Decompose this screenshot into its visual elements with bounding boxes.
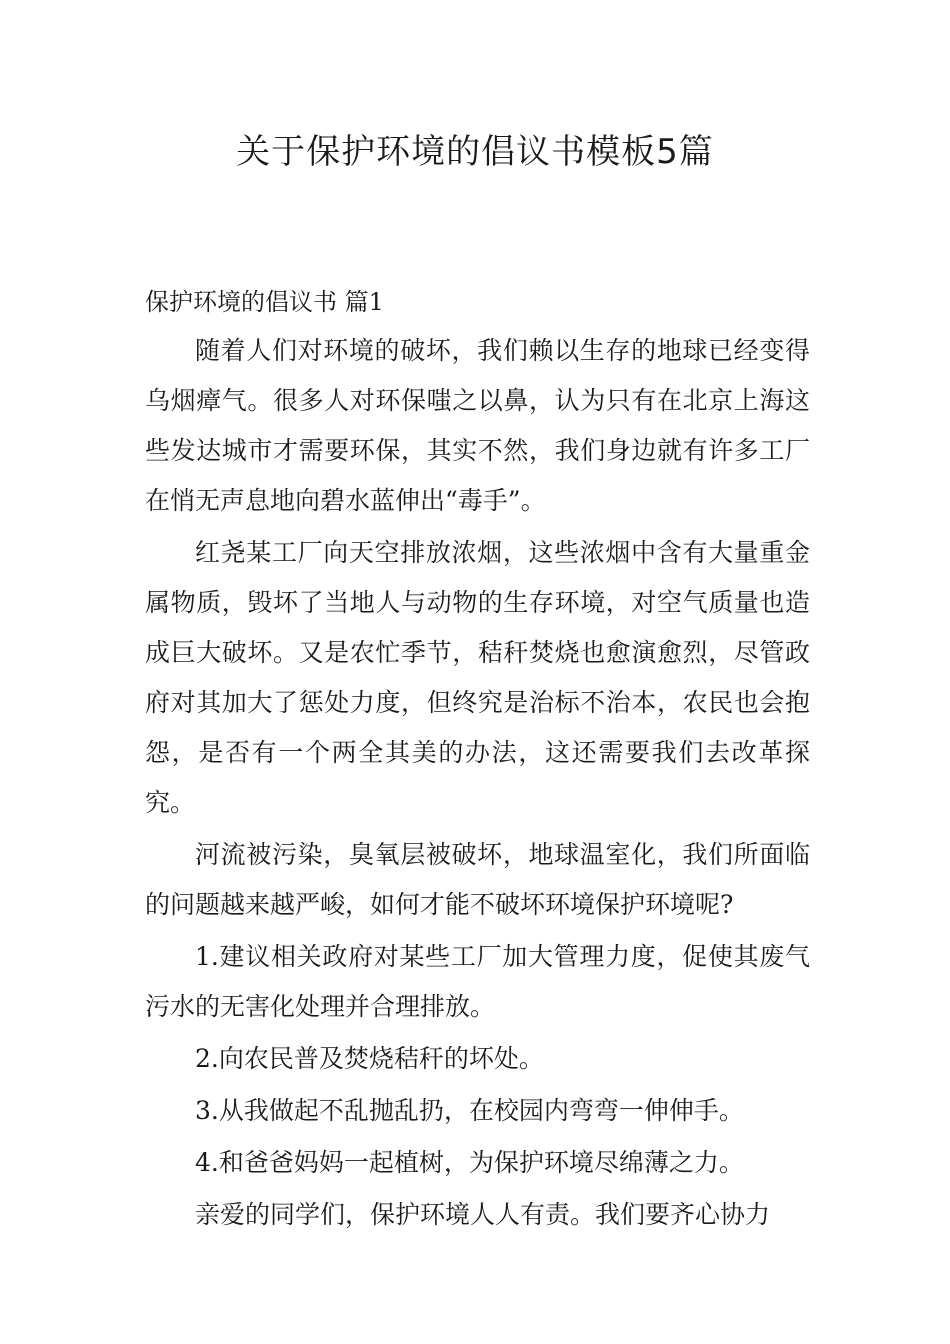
list-item: 3.从我做起不乱抛乱扔，在校园内弯弯一伸伸手。: [195, 1096, 744, 1125]
section-heading: 保护环境的倡议书 篇1: [145, 288, 384, 316]
paragraph: 红尧某工厂向天空排放浓烟，这些浓烟中含有大量重金属物质，毁坏了当地人与动物的生存环境，对空气质量也造成巨大破坏。又是农忙季节，秸秆焚烧也愈演愈烈，尽管政府对其加大了惩处力度，但终究是治标不治本，农民也会抱怨，是否有一个两全其美的办法，这还需要我们去改革探究。: [145, 538, 810, 817]
list-item: 2.向农民普及焚烧秸秆的坏处。: [195, 1044, 544, 1073]
list-item: 4.和爸爸妈妈一起植树，为保护环境尽绵薄之力。: [195, 1148, 744, 1177]
document-title: 关于保护环境的倡议书模板5篇: [236, 132, 714, 172]
list-item: 1.建议相关政府对某些工厂加大管理力度，促使其废气污水的无害化处理并合理排放。: [145, 942, 810, 1021]
paragraph: 随着人们对环境的破坏，我们赖以生存的地球已经变得乌烟瘴气。很多人对环保嗤之以鼻，认为只有在北京上海这些发达城市才需要环保，其实不然，我们身边就有许多工厂在悄无声息地向碧水蓝伸出“毒手”。: [145, 336, 810, 515]
paragraph: 亲爱的同学们，保护环境人人有责。我们要齐心协力: [195, 1200, 771, 1229]
document-body: [145, 326, 810, 1242]
paragraph: 河流被污染，臭氧层被破坏，地球温室化，我们所面临的问题越来越严峻，如何才能不破坏环境保护环境呢?: [145, 840, 810, 919]
